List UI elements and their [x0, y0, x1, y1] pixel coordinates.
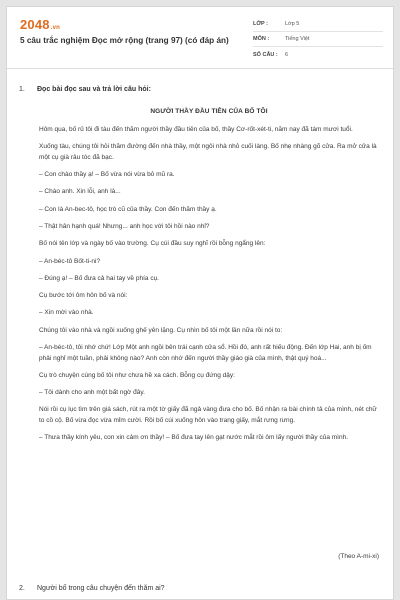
- passage-author: (Theo A-mi-xi): [338, 553, 379, 560]
- meta-label: MÔN :: [253, 36, 270, 42]
- passage-paragraph: – An-béc-tô Bốt-ti-ni?: [39, 257, 101, 265]
- question-number: 1.: [19, 86, 25, 93]
- passage-body: [39, 125, 383, 451]
- meta-value: 6: [285, 51, 289, 58]
- meta-value: Tiếng Việt: [285, 36, 310, 42]
- question-text: Đọc bài đọc sau và trả lời câu hỏi:: [37, 86, 151, 93]
- passage-paragraph: – Thưa thầy kính yêu, con xin cảm ơn thầy! – Bố đưa tay lên gạt nước mắt rồi ôm lấy người thầy của mình.: [39, 434, 349, 442]
- meta-label: LỚP :: [253, 21, 268, 27]
- meta-row-subject: [253, 32, 383, 47]
- passage-paragraph: Chúng tôi vào nhà và ngồi xuống ghế yên lặng. Cụ nhìn bố tôi một lần nữa rồi nói to:: [39, 326, 283, 334]
- logo-suffix: .vn: [50, 25, 61, 31]
- meta-row-count: [253, 47, 383, 62]
- passage-paragraph: – Thật hân hạnh quá! Nhưng... anh học với tôi hồi nào nhỉ?: [39, 222, 210, 230]
- meta-row-grade: [253, 17, 383, 32]
- document-page: [6, 6, 394, 600]
- passage-paragraph: – Đúng ạ! – Bố đưa cả hai tay về phía cụ.: [39, 274, 159, 282]
- passage-paragraph: – Tôi dành cho anh một bất ngờ đây.: [39, 389, 145, 397]
- passage-paragraph: – Chào anh. Xin lỗi, anh là...: [39, 188, 121, 196]
- passage-paragraph: – Con chào thầy ạ! – Bố vừa nói vừa bỏ mũ ra.: [39, 171, 175, 179]
- question-text: Người bố trong câu chuyện đến thăm ai?: [37, 585, 165, 592]
- passage-title: NGƯỜI THẦY ĐẦU TIÊN CỦA BỐ TÔI: [150, 108, 268, 115]
- passage-paragraph: Bố nói tên lớp và ngày bố vào trường. Cụ cúi đầu suy nghĩ rồi bỗng ngẩng lên:: [39, 240, 266, 248]
- passage-paragraph: Nói rồi cụ lục tìm trên giá sách, rút ra một tờ giấy đã ngả vàng đưa cho bố. Bố nhận ra bài chính tả của mình, nét chữ to cồ cộ. Bố vừa đọc vừa mỉm cười. Rồi bố cúi xuống hôn vào trang giấy, mắt rưng rưng.: [39, 406, 377, 424]
- passage-paragraph: – Xin mời vào nhà.: [39, 309, 94, 317]
- document-title: 5 câu trắc nghiệm Đọc mở rộng (trang 97) (có đáp án): [20, 36, 229, 45]
- document-header: [7, 7, 394, 69]
- passage-paragraph: – An-béc-tô, tôi nhớ chứ! Lớp Một anh ngồi bên trái cạnh cửa sổ. Hồi đó, anh rất hiếu động. Đến lớp Hai, anh bị ốm phải nghỉ một tuần, phải không nào? Anh còn nhớ đến người thầy giáo già của mình, thật quý hoá...: [39, 344, 372, 362]
- passage-paragraph: Cụ bước tới ôm hôn bố và nói:: [39, 292, 128, 300]
- meta-table: [253, 17, 383, 62]
- question-number: 2.: [19, 585, 25, 592]
- meta-value: Lớp 5: [285, 21, 300, 27]
- logo-text: 2048: [20, 17, 50, 32]
- passage-paragraph: Cụ trò chuyện cùng bố tôi như chưa hề xa cách. Bỗng cụ đứng dậy:: [39, 371, 235, 379]
- passage-paragraph: – Con là An-bec-tô, học trò cũ của thầy. Con đến thăm thầy ạ.: [39, 205, 217, 213]
- site-logo[interactable]: [20, 17, 60, 32]
- meta-label: SỐ CÂU :: [253, 51, 278, 58]
- passage-paragraph: Hôm qua, bố rủ tôi đi tàu đến thăm người thầy đầu tiên của bố, thầy Cơ-rốt-xét-ti, năm nay đã tám mươi tuổi.: [39, 126, 353, 133]
- passage-paragraph: Xuống tàu, chúng tôi hỏi thăm đường đến nhà thầy, một ngôi nhà nhỏ cuối làng. Bố nhẹ nhàng gõ cửa. Ra mở cửa là một cụ già râu tóc đã bạc.: [39, 143, 377, 161]
